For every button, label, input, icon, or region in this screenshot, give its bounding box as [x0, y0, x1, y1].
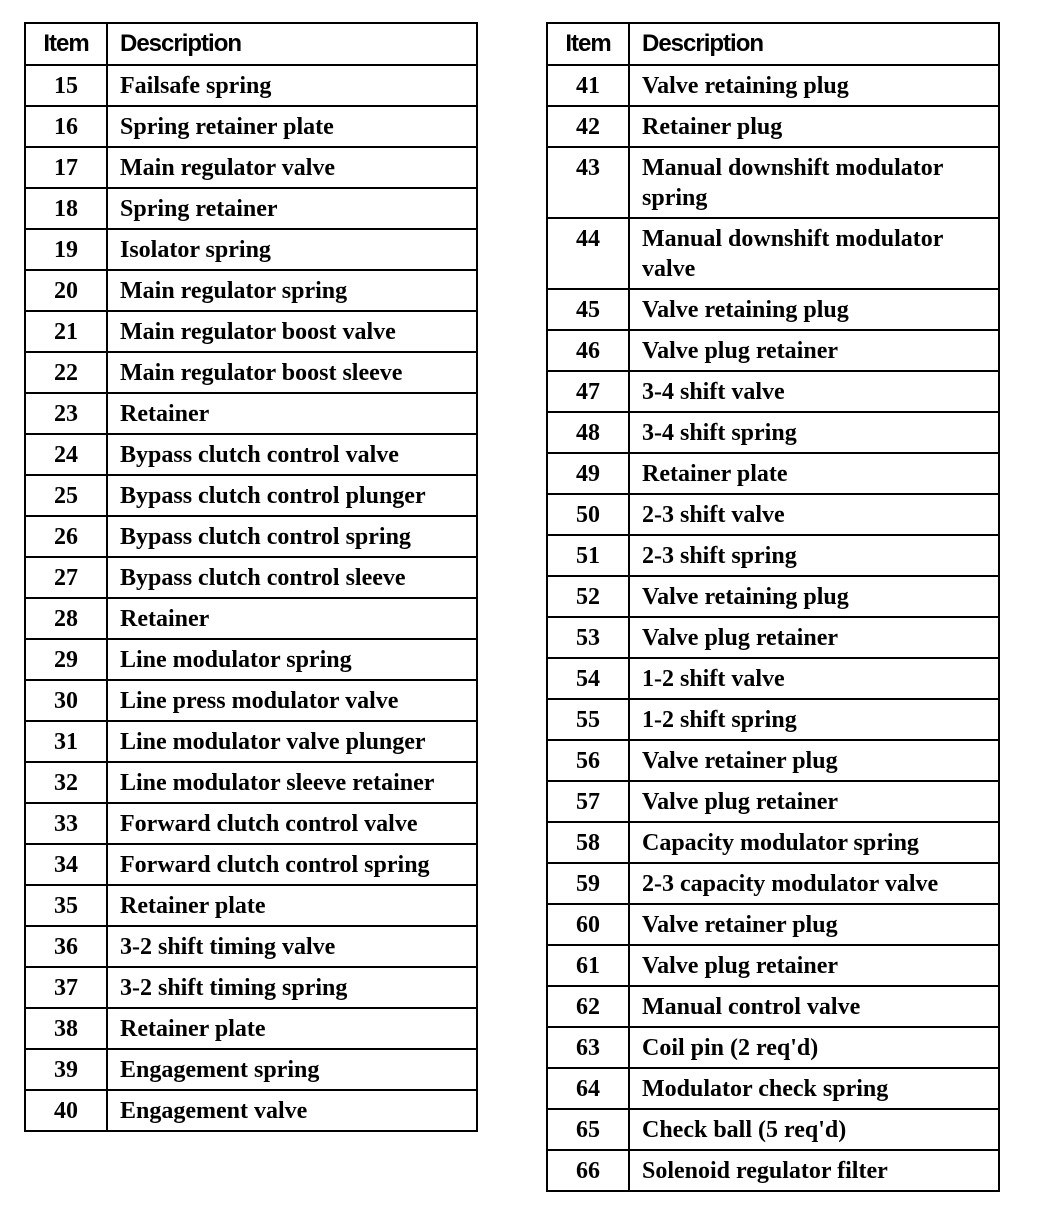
parts-table-right — [546, 22, 1000, 1192]
item-number-cell: 37 — [25, 967, 107, 1008]
description-cell: Check ball (5 req'd) — [629, 1109, 999, 1150]
table-row — [25, 1008, 477, 1049]
description-column-header: Description — [629, 23, 999, 65]
description-cell: Spring retainer — [107, 188, 477, 229]
item-number-cell: 19 — [25, 229, 107, 270]
item-number-cell: 29 — [25, 639, 107, 680]
table-row — [25, 188, 477, 229]
table-row — [25, 844, 477, 885]
item-number-cell: 51 — [547, 535, 629, 576]
item-number-cell: 32 — [25, 762, 107, 803]
table-row — [25, 352, 477, 393]
table-row — [25, 106, 477, 147]
item-number-cell: 24 — [25, 434, 107, 475]
item-number-cell: 42 — [547, 106, 629, 147]
item-number-cell: 47 — [547, 371, 629, 412]
table-row — [25, 557, 477, 598]
item-number-cell: 53 — [547, 617, 629, 658]
description-cell: Valve retainer plug — [629, 904, 999, 945]
description-cell: 2-3 capacity modulator valve — [629, 863, 999, 904]
description-cell: Valve retaining plug — [629, 289, 999, 330]
table-row — [25, 762, 477, 803]
description-cell: Manual downshift modulator valve — [629, 218, 999, 289]
item-number-cell: 60 — [547, 904, 629, 945]
description-column-header: Description — [107, 23, 477, 65]
item-number-cell: 48 — [547, 412, 629, 453]
description-cell: Bypass clutch control sleeve — [107, 557, 477, 598]
item-number-cell: 61 — [547, 945, 629, 986]
table-row — [547, 986, 999, 1027]
item-number-cell: 25 — [25, 475, 107, 516]
description-cell: 3-4 shift spring — [629, 412, 999, 453]
item-number-cell: 31 — [25, 721, 107, 762]
table-row — [25, 598, 477, 639]
table-row — [547, 412, 999, 453]
description-cell: 3-2 shift timing spring — [107, 967, 477, 1008]
item-number-cell: 22 — [25, 352, 107, 393]
table-row — [547, 147, 999, 218]
item-number-cell: 55 — [547, 699, 629, 740]
description-cell: Valve retainer plug — [629, 740, 999, 781]
parts-table-right-body — [547, 65, 999, 1191]
item-number-cell: 34 — [25, 844, 107, 885]
item-number-cell: 23 — [25, 393, 107, 434]
description-cell: Valve plug retainer — [629, 330, 999, 371]
description-cell: 1-2 shift spring — [629, 699, 999, 740]
item-number-cell: 58 — [547, 822, 629, 863]
table-row — [547, 1027, 999, 1068]
table-row — [25, 803, 477, 844]
description-cell: Main regulator valve — [107, 147, 477, 188]
table-row — [25, 967, 477, 1008]
table-row — [25, 721, 477, 762]
table-row — [25, 475, 477, 516]
description-cell: 2-3 shift spring — [629, 535, 999, 576]
table-row — [547, 658, 999, 699]
item-number-cell: 41 — [547, 65, 629, 106]
table-row — [25, 1090, 477, 1131]
item-number-cell: 66 — [547, 1150, 629, 1191]
item-number-cell: 63 — [547, 1027, 629, 1068]
description-cell: Failsafe spring — [107, 65, 477, 106]
table-row — [547, 781, 999, 822]
description-cell: 2-3 shift valve — [629, 494, 999, 535]
table-row — [25, 393, 477, 434]
description-cell: Retainer plate — [107, 1008, 477, 1049]
item-number-cell: 45 — [547, 289, 629, 330]
table-row — [25, 229, 477, 270]
table-row — [547, 371, 999, 412]
description-cell: Retainer — [107, 393, 477, 434]
item-number-cell: 54 — [547, 658, 629, 699]
description-cell: Line modulator sleeve retainer — [107, 762, 477, 803]
table-header-row — [25, 23, 477, 65]
item-number-cell: 39 — [25, 1049, 107, 1090]
description-cell: Retainer — [107, 598, 477, 639]
description-cell: Bypass clutch control plunger — [107, 475, 477, 516]
description-cell: Line modulator spring — [107, 639, 477, 680]
description-cell: Main regulator boost valve — [107, 311, 477, 352]
description-cell: Coil pin (2 req'd) — [629, 1027, 999, 1068]
item-number-cell: 28 — [25, 598, 107, 639]
item-column-header: Item — [25, 23, 107, 65]
description-cell: Valve retaining plug — [629, 576, 999, 617]
item-number-cell: 59 — [547, 863, 629, 904]
table-row — [547, 289, 999, 330]
item-number-cell: 52 — [547, 576, 629, 617]
table-row — [547, 330, 999, 371]
description-cell: 1-2 shift valve — [629, 658, 999, 699]
table-row — [25, 639, 477, 680]
table-row — [25, 147, 477, 188]
table-row — [25, 516, 477, 557]
item-number-cell: 30 — [25, 680, 107, 721]
description-cell: Bypass clutch control valve — [107, 434, 477, 475]
item-number-cell: 16 — [25, 106, 107, 147]
table-row — [25, 885, 477, 926]
table-row — [547, 1068, 999, 1109]
item-number-cell: 64 — [547, 1068, 629, 1109]
description-cell: Valve plug retainer — [629, 945, 999, 986]
description-cell: Retainer plate — [629, 453, 999, 494]
description-cell: Valve retaining plug — [629, 65, 999, 106]
description-cell: Isolator spring — [107, 229, 477, 270]
table-row — [547, 863, 999, 904]
table-row — [25, 680, 477, 721]
description-cell: Engagement spring — [107, 1049, 477, 1090]
table-row — [547, 617, 999, 658]
description-cell: Valve plug retainer — [629, 781, 999, 822]
item-number-cell: 36 — [25, 926, 107, 967]
item-number-cell: 38 — [25, 1008, 107, 1049]
table-row — [547, 494, 999, 535]
description-cell: Manual downshift modulator spring — [629, 147, 999, 218]
item-number-cell: 65 — [547, 1109, 629, 1150]
description-cell: Capacity modulator spring — [629, 822, 999, 863]
item-number-cell: 50 — [547, 494, 629, 535]
table-row — [547, 218, 999, 289]
item-number-cell: 21 — [25, 311, 107, 352]
item-number-cell: 26 — [25, 516, 107, 557]
table-row — [25, 65, 477, 106]
item-number-cell: 62 — [547, 986, 629, 1027]
item-number-cell: 15 — [25, 65, 107, 106]
table-row — [547, 453, 999, 494]
item-number-cell: 43 — [547, 147, 629, 218]
description-cell: Line modulator valve plunger — [107, 721, 477, 762]
item-number-cell: 40 — [25, 1090, 107, 1131]
item-number-cell: 33 — [25, 803, 107, 844]
table-row — [547, 1150, 999, 1191]
description-cell: Manual control valve — [629, 986, 999, 1027]
description-cell: Bypass clutch control spring — [107, 516, 477, 557]
table-row — [25, 311, 477, 352]
description-cell: Retainer plate — [107, 885, 477, 926]
table-row — [547, 904, 999, 945]
item-number-cell: 20 — [25, 270, 107, 311]
table-row — [25, 270, 477, 311]
description-cell: Retainer plug — [629, 106, 999, 147]
description-cell: Main regulator boost sleeve — [107, 352, 477, 393]
item-number-cell: 49 — [547, 453, 629, 494]
description-cell: 3-2 shift timing valve — [107, 926, 477, 967]
parts-table-left — [24, 22, 478, 1132]
table-row — [547, 1109, 999, 1150]
description-cell: Spring retainer plate — [107, 106, 477, 147]
description-cell: Solenoid regulator filter — [629, 1150, 999, 1191]
item-number-cell: 57 — [547, 781, 629, 822]
table-row — [547, 740, 999, 781]
table-row — [547, 699, 999, 740]
item-number-cell: 17 — [25, 147, 107, 188]
parts-table-left-body — [25, 65, 477, 1131]
item-number-cell: 27 — [25, 557, 107, 598]
description-cell: Forward clutch control valve — [107, 803, 477, 844]
table-row — [547, 576, 999, 617]
item-number-cell: 18 — [25, 188, 107, 229]
table-row — [547, 822, 999, 863]
item-number-cell: 46 — [547, 330, 629, 371]
table-row — [547, 535, 999, 576]
item-number-cell: 44 — [547, 218, 629, 289]
description-cell: Line press modulator valve — [107, 680, 477, 721]
table-row — [25, 926, 477, 967]
table-row — [25, 434, 477, 475]
item-number-cell: 56 — [547, 740, 629, 781]
table-header-row — [547, 23, 999, 65]
description-cell: Forward clutch control spring — [107, 844, 477, 885]
item-column-header: Item — [547, 23, 629, 65]
table-row — [547, 945, 999, 986]
table-row — [547, 65, 999, 106]
table-row — [25, 1049, 477, 1090]
description-cell: Modulator check spring — [629, 1068, 999, 1109]
description-cell: Valve plug retainer — [629, 617, 999, 658]
table-row — [547, 106, 999, 147]
description-cell: Main regulator spring — [107, 270, 477, 311]
description-cell: 3-4 shift valve — [629, 371, 999, 412]
item-number-cell: 35 — [25, 885, 107, 926]
description-cell: Engagement valve — [107, 1090, 477, 1131]
